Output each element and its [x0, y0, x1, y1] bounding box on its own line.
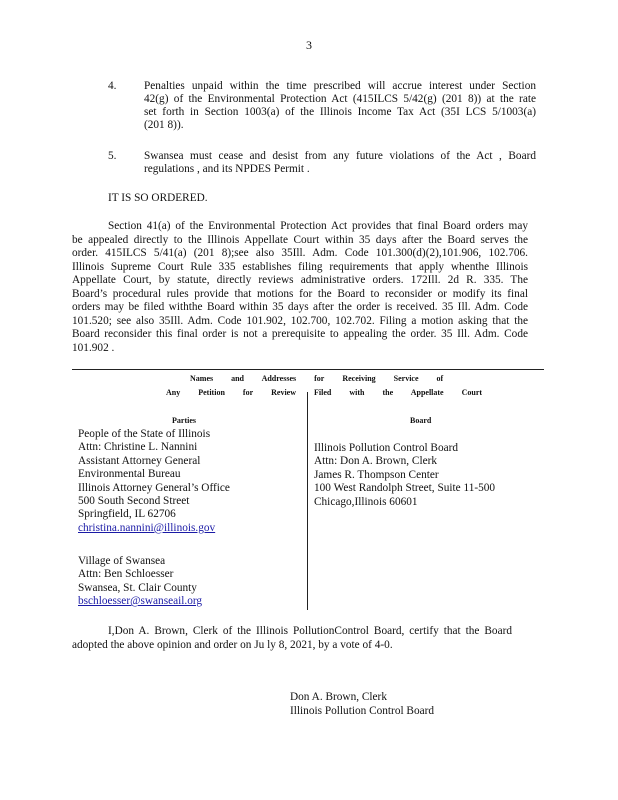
- header-word: the: [382, 388, 394, 397]
- paragraph-line: Section 41(a) of the Environmental Protection Act provides that final Board orders may: [108, 220, 528, 232]
- board-heading: Board: [410, 416, 432, 425]
- address-line: Chicago,Illinois 60601: [314, 495, 418, 508]
- item-text: [144, 150, 536, 176]
- header-word: Appellate: [410, 388, 444, 397]
- paragraph-line: be appealed directly to the Illinois Appellate Court within 35 days after the Board serves the: [72, 233, 528, 246]
- header-word: Review: [271, 388, 297, 397]
- certification-paragraph: [72, 624, 512, 652]
- section-divider: [72, 369, 544, 370]
- item-line: Swansea must cease and desist from any future violations of the Act , Board: [144, 150, 536, 162]
- header-word: Filed: [314, 388, 332, 397]
- service-header-line-2: [166, 388, 498, 397]
- item-line: set forth in Section 1003(a) of the Illinois Income Tax Act (35I LCS 5/1003(a): [144, 106, 536, 118]
- paragraph-line: Appellate Court, by statute, directly reviews administrative orders. 172Ill. 2d R. 335. The: [72, 274, 528, 286]
- address-line: People of the State of Illinois: [78, 428, 211, 440]
- header-word: with: [349, 388, 365, 397]
- item-text: [144, 80, 536, 132]
- paragraph-line: Board’s procedural rules provide that motions for the Board to reconsider or modify its final: [72, 287, 528, 300]
- header-word: and: [231, 374, 245, 383]
- header-word: Receiving: [342, 374, 376, 383]
- header-word: of: [436, 374, 444, 383]
- parties-village: [78, 555, 202, 609]
- column-divider: [307, 392, 308, 610]
- address-line: Village of Swansea: [78, 555, 166, 567]
- so-ordered: IT IS SO ORDERED.: [108, 192, 208, 204]
- email-link[interactable]: bschloesser@swanseail.org: [78, 595, 203, 608]
- item-number: 4.: [108, 80, 117, 92]
- item-line: Penalties unpaid within the time prescribed will accrue interest under Section: [144, 80, 536, 92]
- header-word: Names: [190, 374, 214, 383]
- address-line: Assistant Attorney General: [78, 454, 201, 467]
- signature-name: Don A. Brown, Clerk: [290, 691, 387, 703]
- signature-block: [290, 690, 434, 718]
- address-line: Illinois Pollution Control Board: [314, 442, 459, 454]
- item-line: (201 8)).: [144, 119, 184, 131]
- signature-title: Illinois Pollution Control Board: [290, 705, 435, 717]
- address-line: Environmental Bureau: [78, 468, 181, 481]
- address-line: Attn: Ben Schloesser: [78, 568, 174, 581]
- address-line: Swansea, St. Clair County: [78, 581, 197, 594]
- board-address: [314, 442, 495, 509]
- address-line: 500 South Second Street: [78, 495, 190, 508]
- service-header-line-1: [190, 374, 459, 383]
- parties-heading: Parties: [172, 416, 196, 425]
- paragraph-line: 101.520; see also 35Ill. Adm. Code 101.902, 102.700, 102.702. Filing a motion asking that the: [72, 314, 528, 327]
- header-word: for: [242, 388, 254, 397]
- email-link[interactable]: christina.nannini@illinois.gov: [78, 521, 216, 534]
- address-line: 100 West Randolph Street, Suite 11-500: [314, 482, 496, 495]
- paragraph-line: 101.902 .: [72, 341, 115, 354]
- header-word: Addresses: [261, 374, 297, 383]
- page-number: 3: [306, 38, 312, 52]
- address-line: Attn: Christine L. Nannini: [78, 441, 198, 454]
- header-word: Service: [393, 374, 419, 383]
- address-line: Attn: Don A. Brown, Clerk: [314, 455, 438, 468]
- address-line: Illinois Attorney General’s Office: [78, 481, 230, 494]
- appeal-paragraph: [72, 220, 528, 355]
- certification-line: I,Don A. Brown, Clerk of the Illinois PollutionControl Board, certify that the Board: [108, 625, 512, 637]
- paragraph-line: Illinois Supreme Court Rule 335 establishes filing requirements that apply whenthe Illinois: [72, 260, 528, 273]
- paragraph-line: orders may be filed withthe Board within 35 days after the order is received. 35 Ill. Adm. Code: [72, 301, 528, 313]
- header-word: for: [314, 374, 325, 383]
- parties-attorney-general: [78, 428, 230, 535]
- item-number: 5.: [108, 150, 117, 162]
- paragraph-line: order. 415ILCS 5/41(a) (201 8);see also 35Ill. Adm. Code 101.300(d)(2),101.906, 102.706.: [72, 247, 528, 259]
- header-word: Court: [461, 388, 483, 397]
- item-line: regulations , and its NPDES Permit .: [144, 163, 310, 175]
- address-line: James R. Thompson Center: [314, 468, 439, 481]
- header-word: Petition: [198, 388, 225, 397]
- paragraph-line: Board reconsider this final order is not a prerequisite to appealing the order. 35 Ill. Adm. Code: [72, 328, 528, 340]
- header-word: Any: [166, 388, 181, 397]
- item-line: 42(g) of the Environmental Protection Act (415ILCS 5/42(g) (201 8)) at the rate: [144, 93, 536, 105]
- address-line: Springfield, IL 62706: [78, 508, 176, 521]
- certification-line: adopted the above opinion and order on Ju ly 8, 2021, by a vote of 4-0.: [72, 639, 393, 651]
